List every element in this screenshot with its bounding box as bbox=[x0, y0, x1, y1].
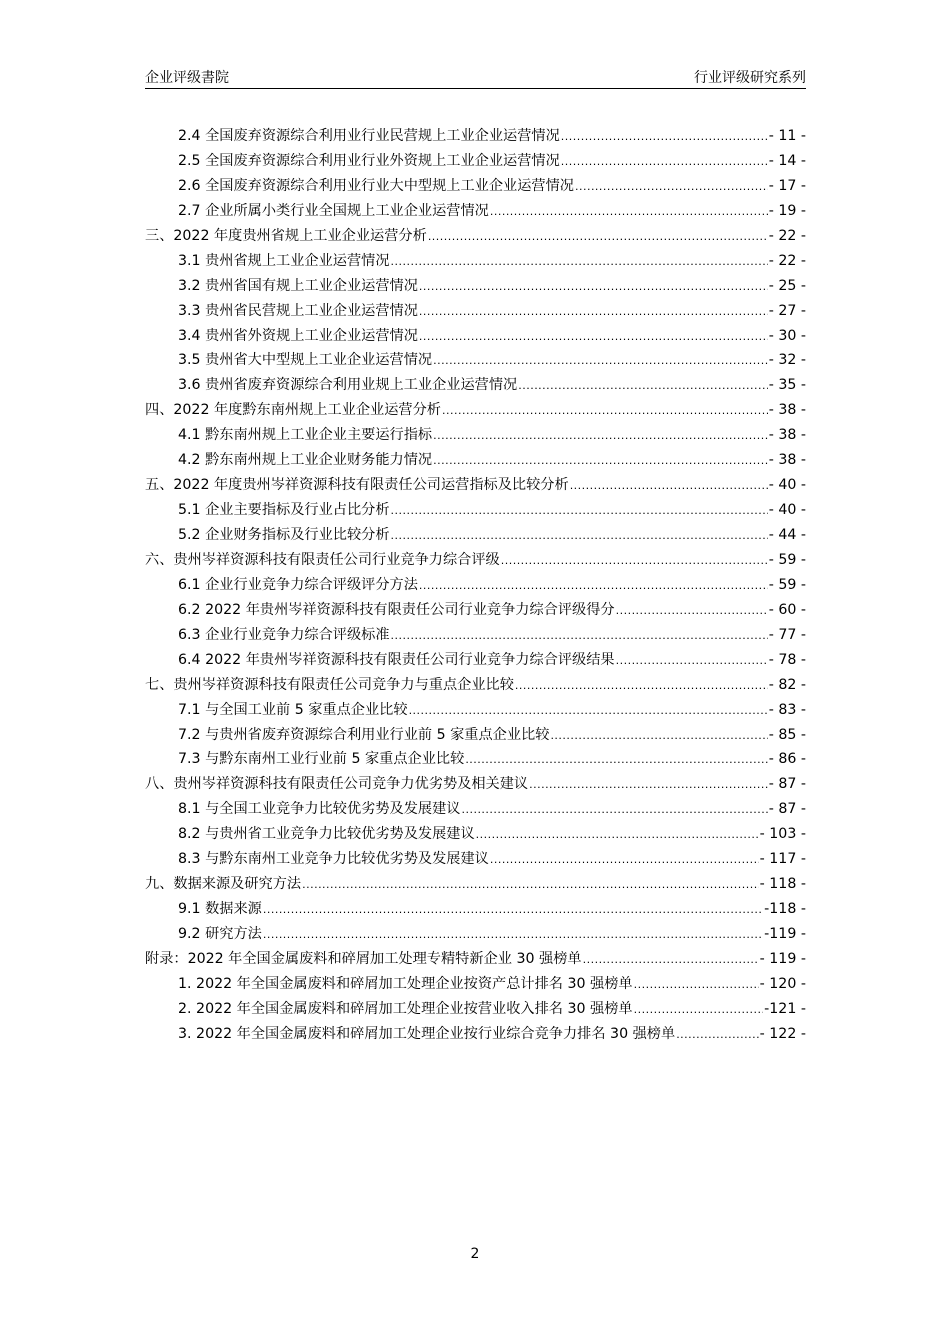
toc-entry[interactable] bbox=[145, 822, 806, 847]
toc-entry[interactable] bbox=[145, 648, 806, 673]
toc-entry[interactable] bbox=[145, 772, 806, 797]
toc-dot-leader bbox=[419, 275, 768, 300]
toc-entry-title: 附录：2022 年全国金属废料和碎屑加工处理专精特新企业 30 强榜单 bbox=[145, 950, 582, 967]
toc-entry-title: 3.4 贵州省外资规上工业企业运营情况 bbox=[178, 327, 418, 344]
toc-entry-title: 4.2 黔东南州规上工业企业财务能力情况 bbox=[178, 452, 433, 469]
page-header bbox=[145, 66, 806, 89]
toc-entry-page: - 117 - bbox=[759, 851, 806, 868]
toc-entry-page: - 25 - bbox=[768, 277, 806, 294]
toc-entry-page: - 119 - bbox=[759, 950, 806, 967]
toc-entry[interactable] bbox=[145, 1022, 806, 1047]
toc-entry-page: - 40 - bbox=[768, 502, 806, 519]
toc-dot-leader bbox=[575, 175, 768, 200]
toc-dot-leader bbox=[419, 574, 768, 599]
toc-dot-leader bbox=[518, 374, 767, 399]
page-number: 2 bbox=[470, 1246, 480, 1262]
toc-entry-page: - 87 - bbox=[768, 776, 806, 793]
toc-entry-title: 2.6 全国废弃资源综合利用业行业大中型规上工业企业运营情况 bbox=[178, 177, 574, 194]
toc-dot-leader bbox=[634, 973, 759, 998]
toc-entry[interactable] bbox=[145, 723, 806, 748]
toc-dot-leader bbox=[433, 449, 768, 474]
toc-dot-leader bbox=[461, 798, 767, 823]
toc-dot-leader bbox=[676, 1023, 758, 1048]
toc-entry-page: - 122 - bbox=[759, 1025, 806, 1042]
toc-entry-page: - 87 - bbox=[768, 801, 806, 818]
toc-entry[interactable] bbox=[145, 249, 806, 274]
toc-dot-leader bbox=[550, 724, 767, 749]
toc-dot-leader bbox=[570, 474, 768, 499]
toc-entry-title: 3.2 贵州省国有规上工业企业运营情况 bbox=[178, 277, 418, 294]
toc-entry-title: 3.5 贵州省大中型规上工业企业运营情况 bbox=[178, 352, 433, 369]
toc-dot-leader bbox=[616, 599, 768, 624]
toc-entry[interactable] bbox=[145, 548, 806, 573]
toc-entry[interactable] bbox=[145, 972, 806, 997]
toc-entry-title: 五、2022 年度贵州岑祥资源科技有限责任公司运营指标及比较分析 bbox=[145, 477, 569, 494]
toc-entry-page: - 38 - bbox=[768, 452, 806, 469]
toc-entry-title: 1. 2022 年全国金属废料和碎屑加工处理企业按资产总计排名 30 强榜单 bbox=[178, 975, 633, 992]
toc-entry[interactable] bbox=[145, 698, 806, 723]
toc-entry-page: - 14 - bbox=[768, 152, 806, 169]
toc-entry-page: -118 - bbox=[764, 901, 806, 918]
toc-dot-leader bbox=[561, 150, 768, 175]
toc-entry[interactable] bbox=[145, 523, 806, 548]
toc-entry-page: - 22 - bbox=[768, 227, 806, 244]
toc-entry[interactable] bbox=[145, 897, 806, 922]
toc-entry-title: 4.1 黔东南州规上工业企业主要运行指标 bbox=[178, 427, 433, 444]
toc-dot-leader bbox=[561, 125, 768, 150]
toc-entry-page: - 82 - bbox=[768, 676, 806, 693]
toc-entry[interactable] bbox=[145, 199, 806, 224]
toc-entry[interactable] bbox=[145, 623, 806, 648]
toc-entry-title: 6.2 2022 年贵州岑祥资源科技有限责任公司行业竞争力综合评级得分 bbox=[178, 601, 615, 618]
toc-entry-page: - 120 - bbox=[759, 975, 806, 992]
toc-entry[interactable] bbox=[145, 224, 806, 249]
toc-dot-leader bbox=[529, 773, 768, 798]
toc-entry-title: 2.5 全国废弃资源综合利用业行业外资规上工业企业运营情况 bbox=[178, 152, 560, 169]
toc-entry-page: - 78 - bbox=[768, 651, 806, 668]
toc-entry-page: - 59 - bbox=[768, 576, 806, 593]
toc-entry-title: 3.6 贵州省废弃资源综合利用业规上工业企业运营情况 bbox=[178, 377, 518, 394]
toc-entry-title: 9.1 数据来源 bbox=[178, 901, 262, 918]
toc-entry-title: 5.1 企业主要指标及行业占比分析 bbox=[178, 502, 390, 519]
toc-dot-leader bbox=[490, 848, 759, 873]
toc-entry[interactable] bbox=[145, 473, 806, 498]
toc-entry-title: 六、贵州岑祥资源科技有限责任公司行业竞争力综合评级 bbox=[145, 551, 500, 568]
toc-entry-page: - 11 - bbox=[768, 128, 806, 144]
toc-entry[interactable] bbox=[145, 423, 806, 448]
toc-entry[interactable] bbox=[145, 872, 806, 897]
toc-entry-page: - 86 - bbox=[768, 751, 806, 768]
toc-dot-leader bbox=[391, 624, 768, 649]
toc-entry[interactable] bbox=[145, 373, 806, 398]
toc-entry-title: 7.3 与黔东南州工业行业前 5 家重点企业比较 bbox=[178, 751, 465, 768]
toc-entry-title: 3. 2022 年全国金属废料和碎屑加工处理企业按行业综合竞争力排名 30 强榜单 bbox=[178, 1025, 676, 1042]
toc-entry[interactable] bbox=[145, 398, 806, 423]
toc-dot-leader bbox=[391, 250, 768, 275]
toc-entry-title: 9.2 研究方法 bbox=[178, 926, 262, 942]
toc-entry[interactable] bbox=[145, 124, 806, 149]
toc-dot-leader bbox=[433, 424, 768, 449]
toc-entry-title: 7.1 与全国工业前 5 家重点企业比较 bbox=[178, 701, 408, 718]
header-right-text: 行业评级研究系列 bbox=[694, 70, 806, 86]
toc-dot-leader bbox=[391, 524, 768, 549]
toc-entry[interactable] bbox=[145, 498, 806, 523]
toc-dot-leader bbox=[409, 699, 768, 724]
toc-entry-title: 5.2 企业财务指标及行业比较分析 bbox=[178, 527, 390, 543]
toc-dot-leader bbox=[616, 649, 768, 674]
toc-dot-leader bbox=[465, 748, 767, 773]
toc-entry[interactable] bbox=[145, 174, 806, 199]
toc-entry-page: - 32 - bbox=[768, 352, 806, 369]
toc-entry-title: 2.7 企业所属小类行业全国规上工业企业运营情况 bbox=[178, 202, 489, 219]
toc-entry-title: 8.2 与贵州省工业竞争力比较优劣势及发展建议 bbox=[178, 826, 475, 843]
toc-entry-page: - 83 - bbox=[768, 701, 806, 718]
toc-entry[interactable] bbox=[145, 299, 806, 324]
toc-entry[interactable] bbox=[145, 947, 806, 972]
toc-entry-page: - 44 - bbox=[768, 527, 806, 543]
header-left-text: 企业评级書院 bbox=[145, 70, 229, 86]
toc-entry-page: - 85 - bbox=[768, 726, 806, 743]
toc-entry-title: 2. 2022 年全国金属废料和碎屑加工处理企业按营业收入排名 30 强榜单 bbox=[178, 1000, 633, 1017]
toc-entry-page: - 60 - bbox=[768, 601, 806, 618]
toc-entry-title: 三、2022 年度贵州省规上工业企业运营分析 bbox=[145, 227, 427, 244]
toc-dot-leader bbox=[515, 674, 768, 699]
toc-entry[interactable] bbox=[145, 673, 806, 698]
toc-entry-page: - 103 - bbox=[759, 826, 806, 843]
toc-dot-leader bbox=[419, 325, 768, 350]
toc-dot-leader bbox=[490, 200, 768, 225]
toc-entry-page: - 19 - bbox=[768, 202, 806, 219]
toc-dot-leader bbox=[391, 499, 768, 524]
toc-entry-page: - 22 - bbox=[768, 252, 806, 269]
toc-entry-title: 2.4 全国废弃资源综合利用业行业民营规上工业企业运营情况 bbox=[178, 128, 560, 144]
toc-entry[interactable] bbox=[145, 274, 806, 299]
toc-entry-title: 6.4 2022 年贵州岑祥资源科技有限责任公司行业竞争力综合评级结果 bbox=[178, 651, 615, 668]
toc-dot-leader bbox=[634, 998, 764, 1023]
toc-dot-leader bbox=[263, 898, 763, 923]
toc-dot-leader bbox=[263, 923, 763, 948]
toc-entry-title: 八、贵州岑祥资源科技有限责任公司竞争力优劣势及相关建议 bbox=[145, 776, 529, 793]
toc-entry[interactable] bbox=[145, 922, 806, 947]
toc-entry-page: - 27 - bbox=[768, 302, 806, 319]
toc-dot-leader bbox=[419, 300, 768, 325]
toc-entry-page: - 30 - bbox=[768, 327, 806, 344]
toc-dot-leader bbox=[442, 399, 768, 424]
toc-entry-title: 8.1 与全国工业竞争力比较优劣势及发展建议 bbox=[178, 801, 461, 818]
toc-entry[interactable] bbox=[145, 797, 806, 822]
toc-entry[interactable] bbox=[145, 149, 806, 174]
toc-dot-leader bbox=[583, 948, 759, 973]
toc-dot-leader bbox=[476, 823, 759, 848]
toc-entry-page: - 38 - bbox=[768, 427, 806, 444]
toc-dot-leader bbox=[433, 349, 768, 374]
toc-entry[interactable] bbox=[145, 573, 806, 598]
toc-entry-page: - 35 - bbox=[768, 377, 806, 394]
toc-entry-page: -119 - bbox=[764, 926, 806, 942]
toc-entry[interactable] bbox=[145, 348, 806, 373]
toc-entry[interactable] bbox=[145, 997, 806, 1022]
toc-entry[interactable] bbox=[145, 448, 806, 473]
toc-dot-leader bbox=[302, 873, 759, 898]
toc-entry-title: 九、数据来源及研究方法 bbox=[145, 876, 302, 893]
toc-entry-title: 七、贵州岑祥资源科技有限责任公司竞争力与重点企业比较 bbox=[145, 676, 514, 693]
toc-entry-page: - 38 - bbox=[768, 402, 806, 419]
toc-entry-title: 3.3 贵州省民营规上工业企业运营情况 bbox=[178, 302, 418, 319]
toc-entry-title: 8.3 与黔东南州工业竞争力比较优劣势及发展建议 bbox=[178, 851, 489, 868]
toc-entry-title: 7.2 与贵州省废弃资源综合利用业行业前 5 家重点企业比较 bbox=[178, 726, 550, 743]
toc-entry[interactable] bbox=[145, 847, 806, 872]
toc-entry-page: - 59 - bbox=[768, 551, 806, 568]
toc-entry[interactable] bbox=[145, 747, 806, 772]
toc-entry-title: 6.3 企业行业竞争力综合评级标准 bbox=[178, 626, 390, 643]
toc-dot-leader bbox=[428, 225, 768, 250]
toc-entry[interactable] bbox=[145, 324, 806, 349]
table-of-contents bbox=[145, 124, 806, 1047]
toc-entry[interactable] bbox=[145, 598, 806, 623]
toc-dot-leader bbox=[501, 549, 768, 574]
toc-entry-page: - 40 - bbox=[768, 477, 806, 494]
toc-entry-page: - 17 - bbox=[768, 177, 806, 194]
toc-entry-title: 6.1 企业行业竞争力综合评级评分方法 bbox=[178, 576, 418, 593]
toc-entry-page: - 77 - bbox=[768, 626, 806, 643]
toc-entry-page: - 118 - bbox=[759, 876, 806, 893]
toc-entry-page: -121 - bbox=[764, 1000, 806, 1017]
toc-entry-title: 3.1 贵州省规上工业企业运营情况 bbox=[178, 252, 390, 269]
toc-entry-title: 四、2022 年度黔东南州规上工业企业运营分析 bbox=[145, 402, 441, 419]
